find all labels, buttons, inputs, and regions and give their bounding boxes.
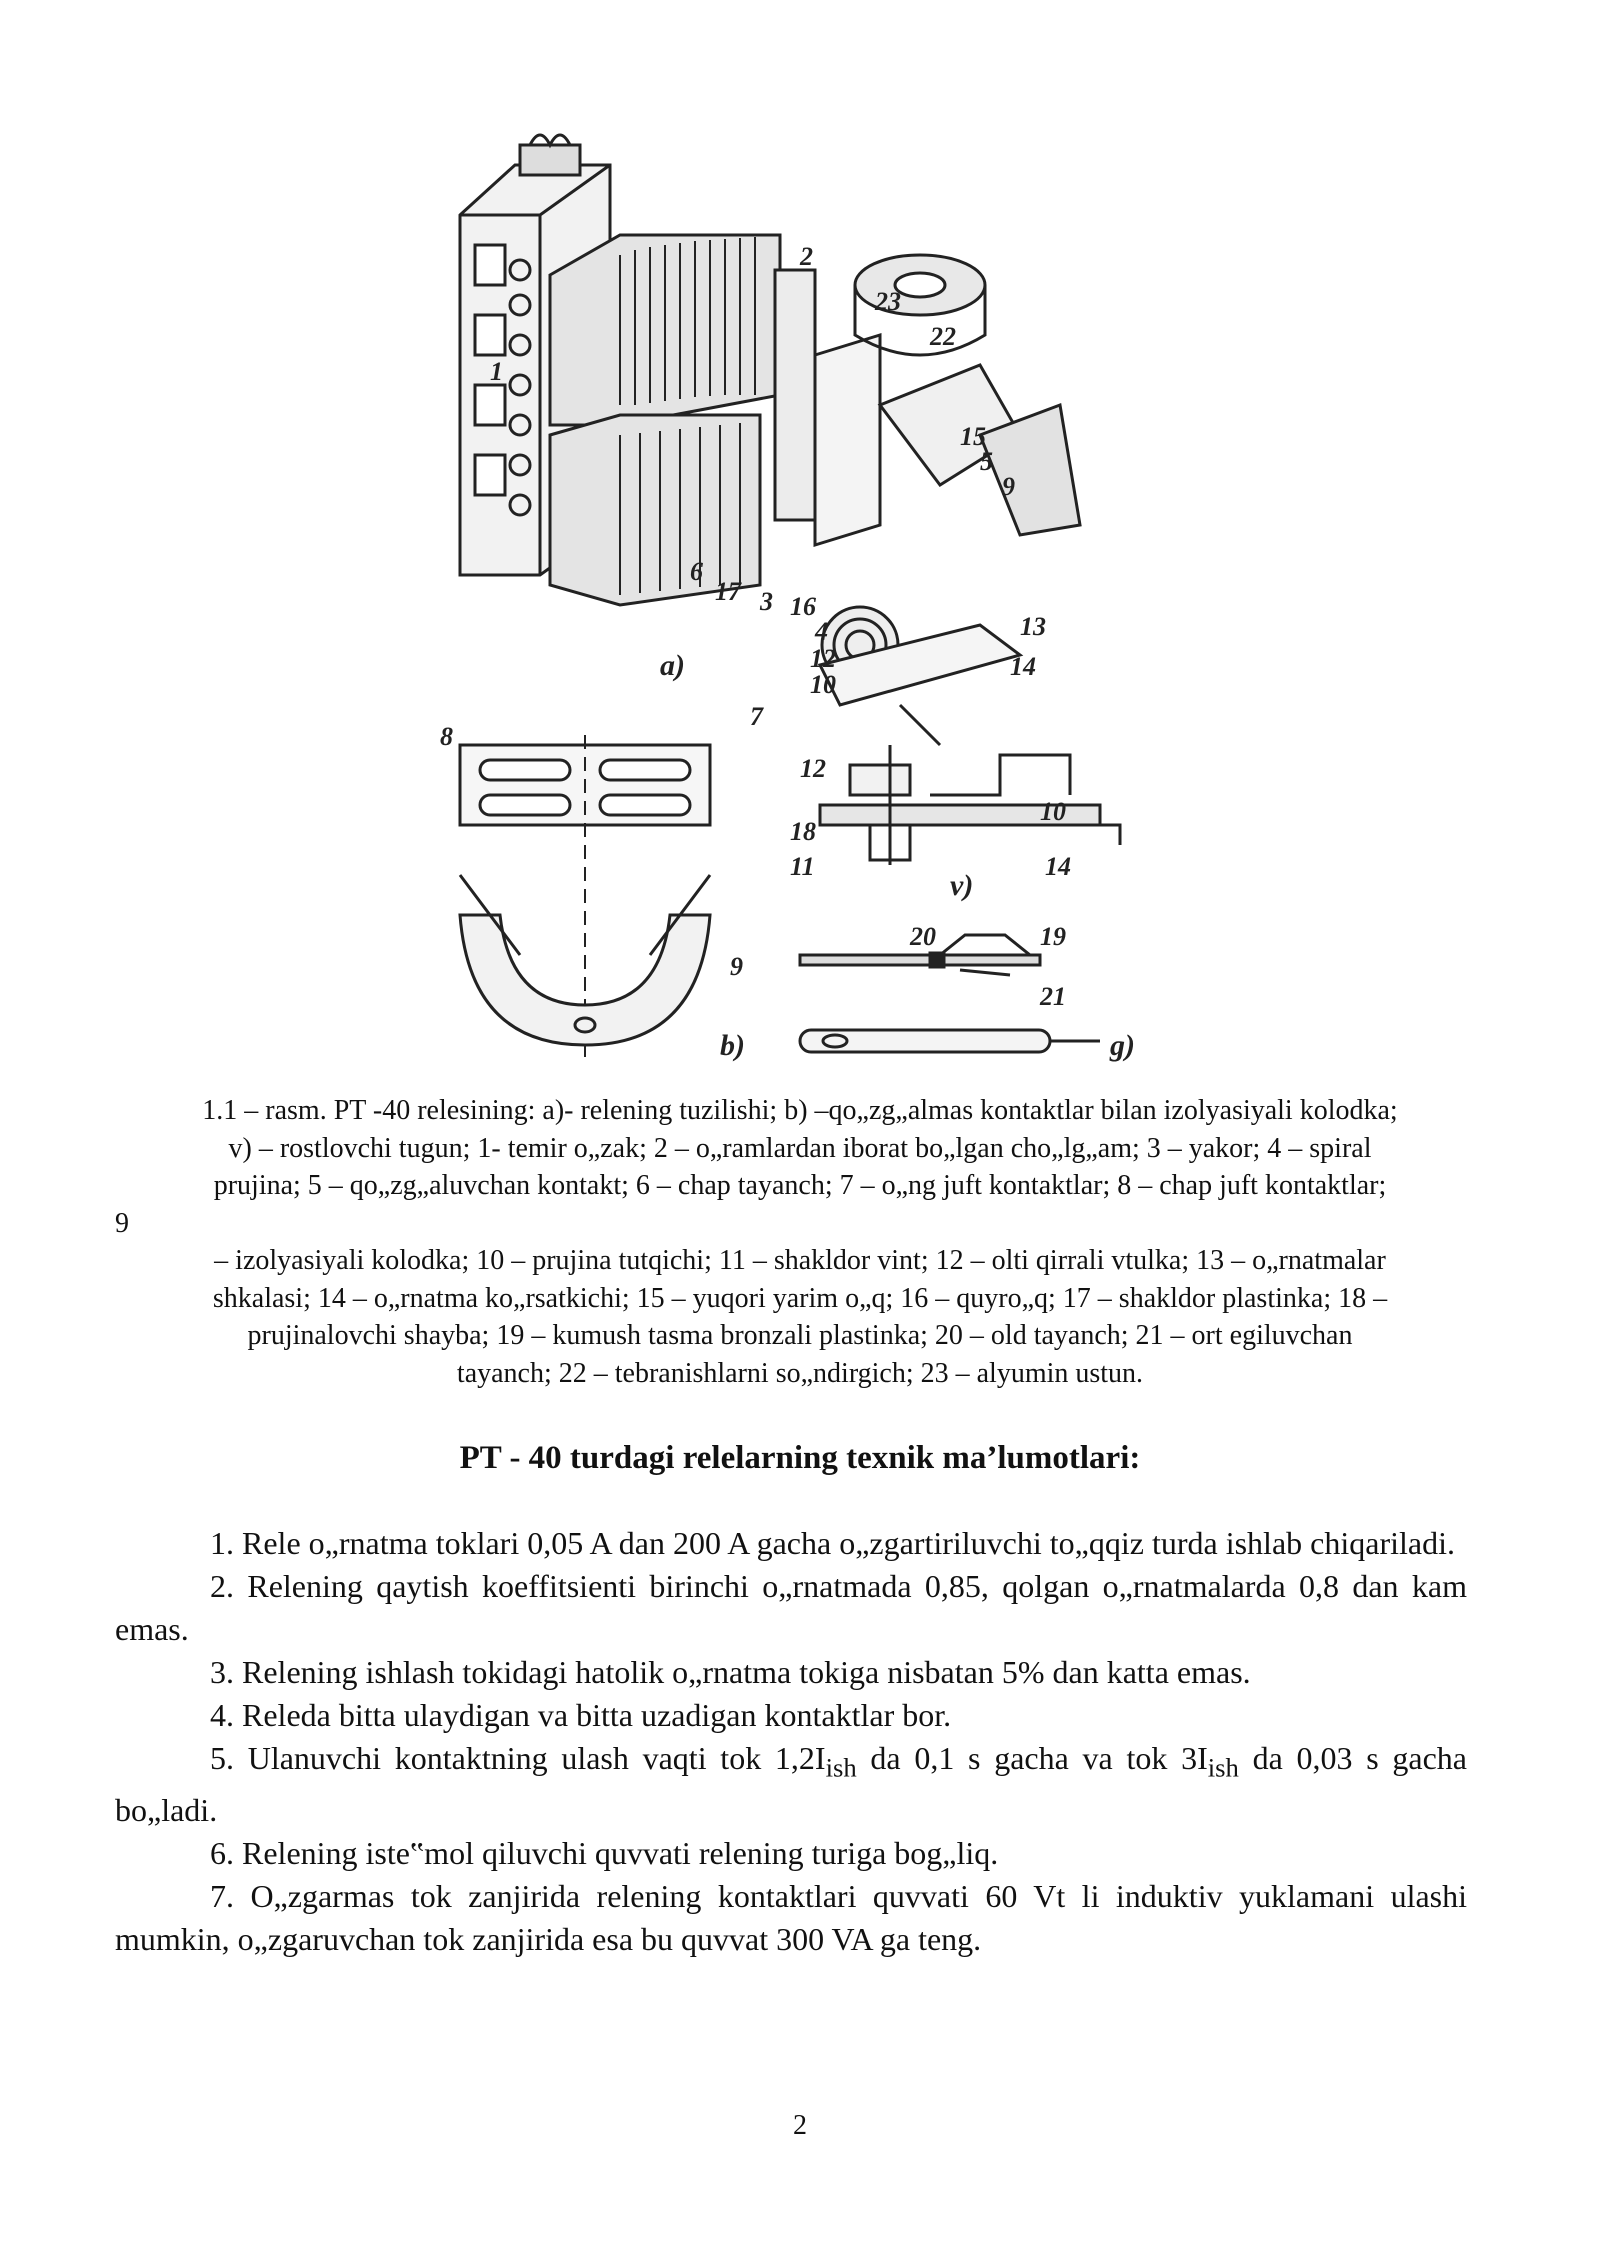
caption-line: prujina; 5 – qo„zg„aluvchan kontakt; 6 – chap tayanch; 7 – o„ng juft kontaktlar; 8 – chap juft kontaktlar; — [213, 1170, 1387, 1201]
item-text: 6. Relening iste‟mol qiluvchi quvvati relening turiga bog„liq. — [210, 1835, 999, 1872]
caption-line: – izolyasiyali kolodka; 10 – prujina tutqichi; 11 – shakldor vint; 12 – olti qirrali vtulka; 13 – o„rnatmalar — [214, 1245, 1386, 1276]
caption-line: shkalasi; 14 – o„rnatma ko„rsatkichi; 15 – yuqori yarim o„q; 16 – quyro„q; 17 – shakldor plastinka; 18 – — [212, 1282, 1388, 1314]
item-text: 1. Rele o„rnatma toklari 0,05 A dan 200 A gacha o„zgartiriluvchi to„qqiz turda ishlab chiqariladi. — [210, 1525, 1455, 1561]
item-text: 3. Relening ishlash tokidagi hatolik o„rnatma tokiga nisbatan 5% dan katta emas. — [210, 1654, 1251, 1690]
relay-technical-drawing-icon — [420, 105, 1180, 1085]
caption-line: prujinalovchi shayba; 19 – kumush tasma bronzali plastinka; 20 – old tayanch; 21 – ort egiluvchan — [247, 1320, 1353, 1351]
part-label: 10 — [810, 670, 836, 699]
part-label: 16 — [790, 592, 816, 621]
part-label: 20 — [910, 922, 936, 951]
part-label: 9 — [1002, 472, 1015, 501]
item-text: 2. Relening qaytish koeffitsienti birinchi o„rnatmada 0,85, qolgan o„rnatmalarda 0,8 dan kam emas. — [115, 1568, 1467, 1647]
list-item — [115, 1651, 1467, 1694]
list-item — [115, 1565, 1467, 1651]
section-heading: PT - 40 turdagi relelarning texnik ma’lumotlari: — [459, 1440, 1141, 1476]
part-label: 13 — [1020, 612, 1046, 641]
part-label: 8 — [440, 722, 453, 751]
specification-list — [115, 1522, 1467, 1961]
item-text: 4. Releda bitta ulaydigan va bitta uzadigan kontaktlar bor. — [210, 1697, 952, 1733]
part-label: 3 — [760, 587, 773, 616]
part-label: 21 — [1040, 982, 1066, 1011]
subfigure-label-g: g) — [1110, 1029, 1135, 1062]
part-label: 11 — [790, 852, 815, 881]
item-text: da 0,1 s gacha va tok 3I — [856, 1740, 1208, 1776]
item-text: 7. O„zgarmas tok zanjirida relening kontaktlari quvvati 60 Vt li induktiv yuklamani ulashi mumkin, o„zgaruvchan tok zanjirida esa bu quvvat 300 VA ga teng. — [115, 1878, 1467, 1958]
part-label: 1 — [490, 357, 503, 386]
adjusting-unit-drawing — [820, 745, 1120, 865]
caption-line: 9 — [115, 1207, 129, 1239]
caption-line: v) – rostlovchi tugun; 1- temir o„zak; 2 – o„ramlardan iborat bo„lgan cho„lg„am; 3 – yakor; 4 – spiral — [228, 1132, 1372, 1164]
caption-line: tayanch; 22 – tebranishlarni so„ndirgich; 23 – alyumin ustun. — [456, 1357, 1144, 1389]
part-label: 15 — [960, 422, 986, 451]
list-item — [115, 1832, 1467, 1875]
part-label: 10 — [1040, 797, 1066, 826]
figure-caption — [115, 1092, 1485, 1392]
page-number: 2 — [793, 2110, 807, 2141]
part-label: 14 — [1010, 652, 1036, 681]
part-label: 5 — [980, 447, 993, 476]
part-label: 22 — [930, 322, 956, 351]
part-label: 23 — [875, 287, 901, 316]
subfigure-label-a: a) — [660, 649, 685, 682]
relay-figure — [420, 105, 1180, 1085]
part-label: 12 — [800, 754, 826, 783]
list-item — [115, 1522, 1467, 1565]
list-item — [115, 1694, 1467, 1737]
insulating-block-drawing — [460, 735, 710, 1065]
part-label: 9 — [730, 952, 743, 981]
part-label: 2 — [800, 242, 813, 271]
part-label: 17 — [715, 577, 741, 606]
subscript: ish — [825, 1752, 857, 1783]
item-text: da 0,03 s gacha bo„ladi. — [115, 1740, 1468, 1829]
part-label: 7 — [750, 702, 763, 731]
part-label: 6 — [690, 557, 703, 586]
part-label: 12 — [810, 644, 836, 673]
relay-assembly-drawing — [460, 135, 1080, 745]
part-label: 19 — [1040, 922, 1066, 951]
caption-line: 1.1 – rasm. PT -40 relesining: a)- relening tuzilishi; b) –qo„zg„almas kontaktlar bilan izolyasiyali kolodka; — [202, 1095, 1398, 1126]
item-text: 5. Ulanuvchi kontaktning ulash vaqti tok 1,2I — [210, 1740, 826, 1776]
list-item — [115, 1737, 1467, 1832]
part-label: 14 — [1045, 852, 1071, 881]
part-label: 4 — [815, 617, 828, 646]
subfigure-label-b: b) — [720, 1029, 745, 1062]
subfigure-label-v: v) — [950, 869, 974, 902]
subscript: ish — [1207, 1752, 1239, 1783]
list-item — [115, 1875, 1467, 1961]
part-label: 18 — [790, 817, 816, 846]
